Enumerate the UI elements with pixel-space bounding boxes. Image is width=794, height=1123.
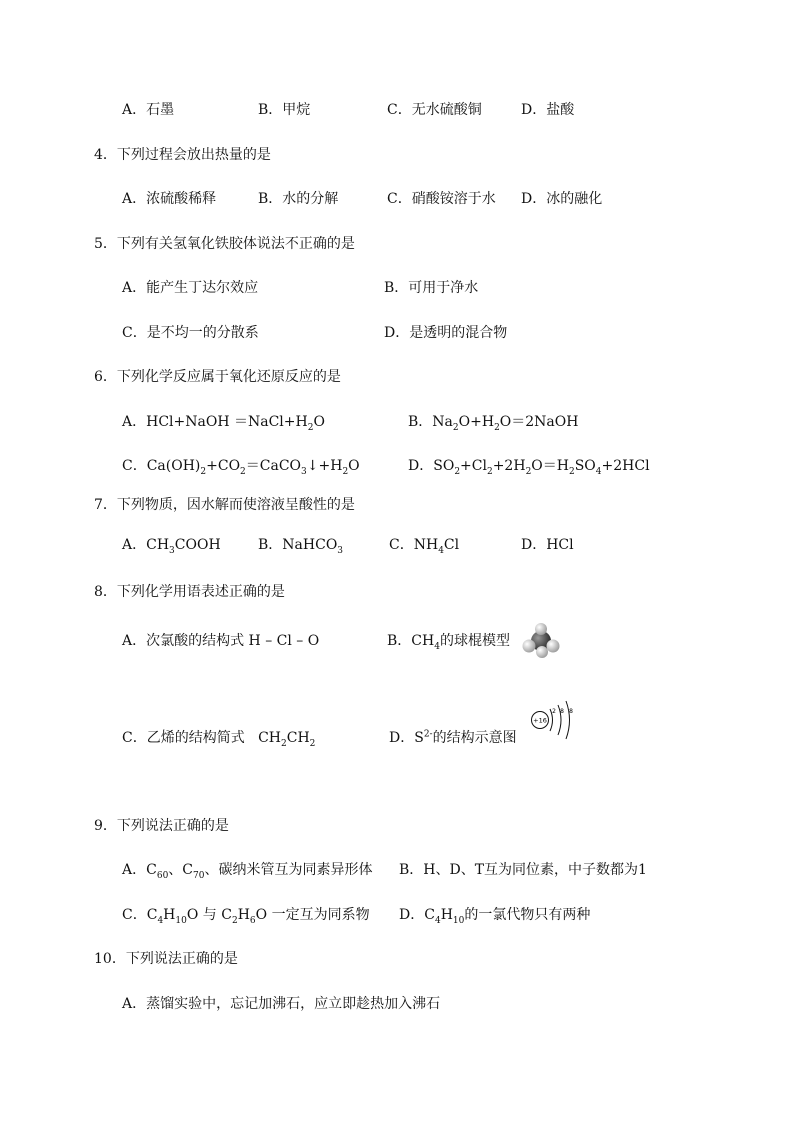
ball-stick-model-icon — [520, 623, 562, 659]
q6-option-a: A．HCl+NaOH $=NaCl+H_2O$ — [122, 414, 325, 433]
q7-option-c: C．$NH_4Cl$ — [389, 537, 460, 556]
q5-stem: 5．下列有关氢氧化铁胶体说法不正确的是 — [94, 236, 355, 252]
q4-option-d: D．冰的融化 — [521, 191, 603, 207]
q7-option-d: D．HCl — [521, 537, 574, 553]
sulfide-ion-structure-diagram — [528, 696, 580, 740]
q3-option-c: C．无水硫酸铜 — [387, 102, 482, 118]
q5-option-d: D．是透明的混合物 — [384, 325, 508, 341]
q8-option-a: A．次氯酸的结构式 H – Cl – O — [122, 633, 320, 649]
q5-option-b: B．可用于净水 — [384, 280, 479, 296]
q9-option-d: D．$C_4H_{10}$的一氯代物只有两种 — [399, 907, 591, 926]
q7-option-b: B．NaHCO$_3$ — [258, 537, 344, 556]
shell-3-count: 8 — [569, 708, 573, 715]
q7-stem: 7．下列物质，因水解而使溶液呈酸性的是 — [94, 497, 355, 513]
shell-1-count: 2 — [552, 708, 556, 715]
q8-option-c: C．乙烯的结构简式 $CH_2CH_2$ — [122, 730, 316, 749]
shell-2-count: 8 — [560, 708, 564, 715]
q9-option-a: A．$C_{60}$、$C_{70}$、碳纳米管互为同素异形体 — [122, 862, 373, 881]
q6-option-d: D．$SO_2+Cl_2+2H_2O=H_2SO_4+2HCl$ — [408, 458, 650, 477]
q5-option-a: A．能产生丁达尔效应 — [122, 280, 259, 296]
q4-option-c: C．硝酸铵溶于水 — [387, 191, 496, 207]
q5-option-c: C．是不均一的分散系 — [122, 325, 259, 341]
q6-option-c: C．$Ca(OH)_2+CO_2=CaCO_3↓+H_2O$ — [122, 458, 360, 477]
q10-stem: 10．下列说法正确的是 — [94, 951, 238, 967]
q6-option-b: B．$Na_2O+H_2O=2NaOH$ — [408, 414, 579, 433]
q6-stem: 6．下列化学反应属于氧化还原反应的是 — [94, 369, 341, 385]
q8-option-b: B．$CH_4$的球棍模型 — [387, 633, 510, 652]
nucleus-label: +16 — [533, 716, 547, 725]
q10-option-a: A．蒸馏实验中，忘记加沸石，应立即趁热加入沸石 — [122, 996, 441, 1012]
q4-option-a: A．浓硫酸稀释 — [122, 191, 217, 207]
q8-option-d: D．$S^{2-}$的结构示意图 — [389, 729, 517, 746]
q8-stem: 8．下列化学用语表述正确的是 — [94, 584, 285, 600]
q9-option-c: C．$C_4H_{10}O$ 与 $C_2H_6O$ 一定互为同系物 — [122, 907, 370, 926]
q3-option-b: B．甲烷 — [258, 102, 311, 118]
q4-stem: 4．下列过程会放出热量的是 — [94, 147, 271, 163]
q3-option-a: A．石墨 — [122, 102, 175, 118]
q4-option-b: B．水的分解 — [258, 191, 339, 207]
q3-option-d: D．盐酸 — [521, 102, 575, 118]
q9-option-b: B．H、D、T互为同位素，中子数都为1 — [399, 862, 647, 878]
q7-option-a: A．$CH_3COOH$ — [122, 537, 221, 556]
q9-stem: 9．下列说法正确的是 — [94, 818, 229, 834]
